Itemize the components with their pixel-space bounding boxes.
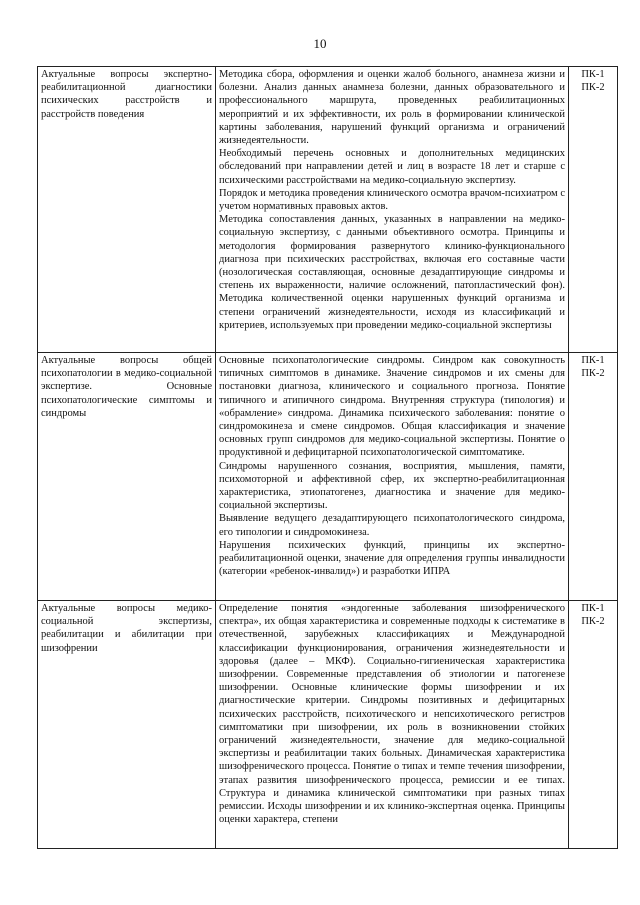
table-row <box>38 353 618 601</box>
competency-code: ПК-2 <box>581 82 605 94</box>
content-paragraph: Методика сопоставления данных, указанных в направлении на медико-социальную экспертизу, с данными объективного осмотра. Принципы и методология формирования развернутого клинико-функционального диагноза при психических расстройствах, включая его составные части (нозологическая составляющая, основные дезадаптирующие синдромы и степень их выраженности, наличие осложнений, патопластический фон). Методика количественной оценки нарушенных функций организма и степени ограничений жизнедеятельности, исходя из классификаций и критериев, используемых при проведении медико-социальной экспертизы <box>219 214 565 331</box>
page-number: 10 <box>313 36 327 51</box>
content-paragraph: Основные психопатологические синдромы. Синдром как совокупность типичных симптомов в динамике. Значение синдромов и их смены для постановки диагноза, клинического и социального прогноза. Понятие типичного и атипичного синдрома. Внутренняя структура (типология) и «обрамление» синдрома. Динамика психического заболевания: понятие о синдромокинеза и смене синдромов. Общая классификация и значение основных групп синдромов для медико-социальной экспертизы. Понятие о продуктивной и дефицитарной психопатологической симптоматике. <box>219 355 565 459</box>
competency-code: ПК-1 <box>581 69 605 80</box>
content-paragraph: Нарушения психических функций, принципы их экспертно-реабилитационной оценки, значение для определения группы инвалидности (категории «ребенок-инвалид») и разработки ИПРА <box>219 539 565 578</box>
topic-cell: Актуальные вопросы общей психопатологии в медико-социальной экспертизе. Основные психопатологические симптомы и синдромы <box>38 353 216 601</box>
curriculum-table <box>37 66 618 849</box>
content-paragraph: Методика сбора, оформления и оценки жалоб больного, анамнеза жизни и болезни. Анализ данных анамнеза болезни, данных образовательного и профессионального маршрута, проведенных реабилитационных мероприятий и их эффективности, их роль в формировании клинической картины заболевания, нарушений функций организма и ограничений жизнедеятельности. <box>219 69 565 147</box>
table-row <box>38 601 618 849</box>
competency-cell <box>569 353 618 601</box>
topic-cell: Актуальные вопросы экспертно-реабилитационной диагностики психических расстройств и расстройств поведения <box>38 67 216 353</box>
content-cell <box>216 353 569 601</box>
competency-cell <box>569 601 618 849</box>
content-paragraph: Синдромы нарушенного сознания, восприятия, мышления, памяти, психомоторной и аффективной сфер, их экспертно-реабилитационная характеристика, этиопатогенез, диагностика и значение для медико-социальной экспертизы. <box>219 460 565 512</box>
content-paragraph: Выявление ведущего дезадаптирующего психопатологического синдрома, его типологии и синдромокинеза. <box>219 513 565 538</box>
topic-cell: Актуальные вопросы медико-социальной экспертизы, реабилитации и абилитации при шизофрении <box>38 601 216 849</box>
competency-code: ПК-1 <box>581 355 605 366</box>
competency-cell <box>569 67 618 353</box>
content-paragraph: Определение понятия «эндогенные заболевания шизофренического спектра», их общая характеристика и современные подходы к систематике в отечественной, зарубежных классификациях и Международной классификации функционирования, ограничения жизнедеятельности и здоровья (далее – МКФ). Социально-гигиеническая характеристика шизофрении. Современные представления об этиологии и патогенезе шизофрении. Основные клинические формы шизофрении и их диагностические критерии. Синдромы позитивных и дефицитарных психических расстройств, психотического и непсихотического регистров симптоматики при шизофрении, их роль в возникновении стойких ограничений жизнедеятельности, значение для медико-социальной экспертизы и реабилитации таких больных. Динамическая характеристика шизофренического процесса. Понятие о типах и темпе течения шизофрении, этапах развития шизофренического процесса, ремиссии и ее типах. Структура и динамика клинической симптоматики при разных типах ремиссии. Исходы шизофрении и их клинико-экспертная оценка. Принципы оценки характера, степени <box>219 603 565 826</box>
competency-code: ПК-2 <box>581 368 605 380</box>
table-row <box>38 67 618 353</box>
content-paragraph: Необходимый перечень основных и дополнительных медицинских обследований при направлении детей и лиц в возрасте 18 лет и старше с психическими расстройствами на медико-социальную экспертизу. <box>219 148 565 186</box>
competency-code: ПК-2 <box>581 616 605 628</box>
content-paragraph: Порядок и методика проведения клинического осмотра врачом-психиатром с учетом нормативных правовых актов. <box>219 187 565 213</box>
competency-code: ПК-1 <box>581 603 605 614</box>
content-cell <box>216 601 569 849</box>
content-cell <box>216 67 569 353</box>
